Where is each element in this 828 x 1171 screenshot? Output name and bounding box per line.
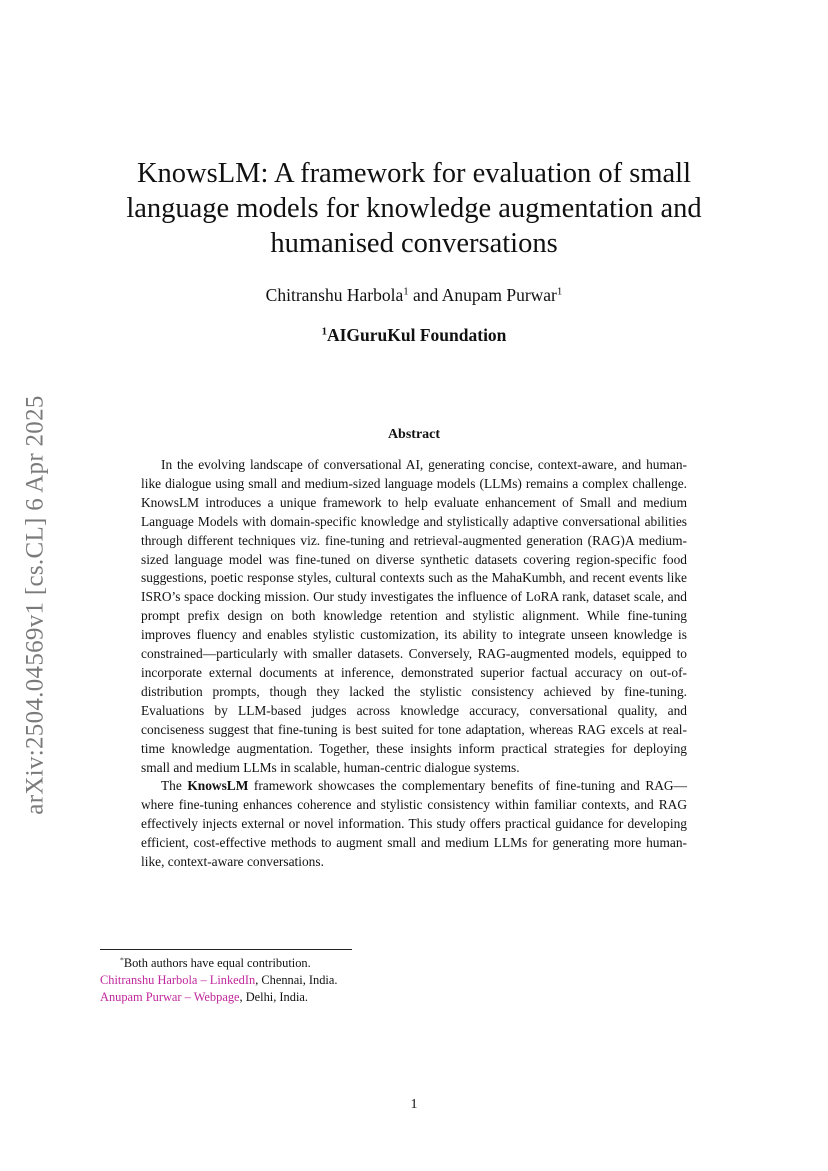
abstract-paragraph-1: In the evolving landscape of conversational AI, generating concise, context-aware, and human-like dialogue using small and medium-sized language models (LLMs) remains a complex challenge. KnowsLM introduces a unique framework to help evaluate enhancement of Small and medium Language Models with domain-specific knowledge and stylistically adaptive conversational abilities through different techniques viz. fine-tuning and retrieval-augmented generation (RAG)A medium-sized language model was fine-tuned on diverse synthetic datasets covering region-specific food suggestions, poetic response styles, cultural contexts such as the MahaKumbh, and recent events like ISRO’s space docking mission. Our study investigates the influence of LoRA rank, dataset scale, and prompt prefix design on both knowledge retention and stylistic alignment. While fine-tuning improves fluency and enables stylistic customization, its ability to integrate unseen knowledge is constrained—particularly with smaller datasets. Conversely, RAG-augmented models, equipped to incorporate external documents at inference, demonstrated superior factual accuracy on out-of-distribution prompts, though they lacked the stylistic consistency achieved by fine-tuning. Evaluations by LLM-based judges across knowledge accuracy, conversational quality, and conciseness suggest that fine-tuning is best suited for tone adaptation, whereas RAG excels at real-time knowledge augmentation. Together, these insights inform practical strategies for deploying small and medium LLMs in scalable, human-centric dialogue systems. xyxy=(141,457,687,775)
abstract-paragraph-2 xyxy=(141,777,687,872)
footnote-mark: * xyxy=(120,955,124,965)
abstract-body xyxy=(141,456,687,872)
arxiv-identifier-text: arXiv:2504.04569v1 [cs.CL] 6 Apr 2025 xyxy=(22,395,50,815)
abstract-paragraph-2-lead: The xyxy=(161,778,188,794)
footnotes xyxy=(100,955,728,1005)
author-1-linkedin-link[interactable]: Chitranshu Harbola – LinkedIn xyxy=(100,972,256,987)
affiliation-mark: 1 xyxy=(321,325,327,338)
page-number: 1 xyxy=(410,1097,418,1112)
footnote-divider xyxy=(100,949,352,950)
footnote-equal-contribution xyxy=(100,955,728,972)
affiliation xyxy=(100,325,728,346)
abstract-heading: Abstract xyxy=(387,427,441,442)
author-2-webpage-link[interactable]: Anupam Purwar – Webpage xyxy=(100,989,240,1004)
framework-name-bold: KnowsLM xyxy=(187,778,249,794)
arxiv-identifier-stamp xyxy=(10,370,62,840)
author-conjunction: and xyxy=(408,285,442,305)
footnote-equal-contribution-text: Both authors have equal contribution. xyxy=(123,956,311,970)
author-name-1: Chitranshu Harbola xyxy=(265,285,404,305)
abstract-paragraph-2-rest: framework showcases the complementary benefits of fine-tuning and RAG—where fine-tuning enhances coherence and stylistic consistency within familiar contexts, and RAG effectively injects external or novel information. This study offers practical guidance for developing efficient, cost-effective methods to augment small and medium LLMs for generating more human-like, context-aware conversations. xyxy=(141,778,687,870)
author-list xyxy=(100,285,728,306)
footnote-author-1 xyxy=(100,972,728,989)
author-2-location: , Delhi, India. xyxy=(239,989,308,1004)
paper-title: KnowsLM: A framework for evaluation of small language models for knowledge augmentation and humanised conversations xyxy=(126,158,702,259)
author-name-2: Anupam Purwar xyxy=(441,285,557,305)
author-affiliation-mark-1: 1 xyxy=(403,285,409,298)
author-1-location: , Chennai, India. xyxy=(255,972,338,987)
author-affiliation-mark-2: 1 xyxy=(556,285,563,298)
footnote-author-2 xyxy=(100,989,728,1006)
affiliation-name: AIGuruKul Foundation xyxy=(326,325,507,345)
